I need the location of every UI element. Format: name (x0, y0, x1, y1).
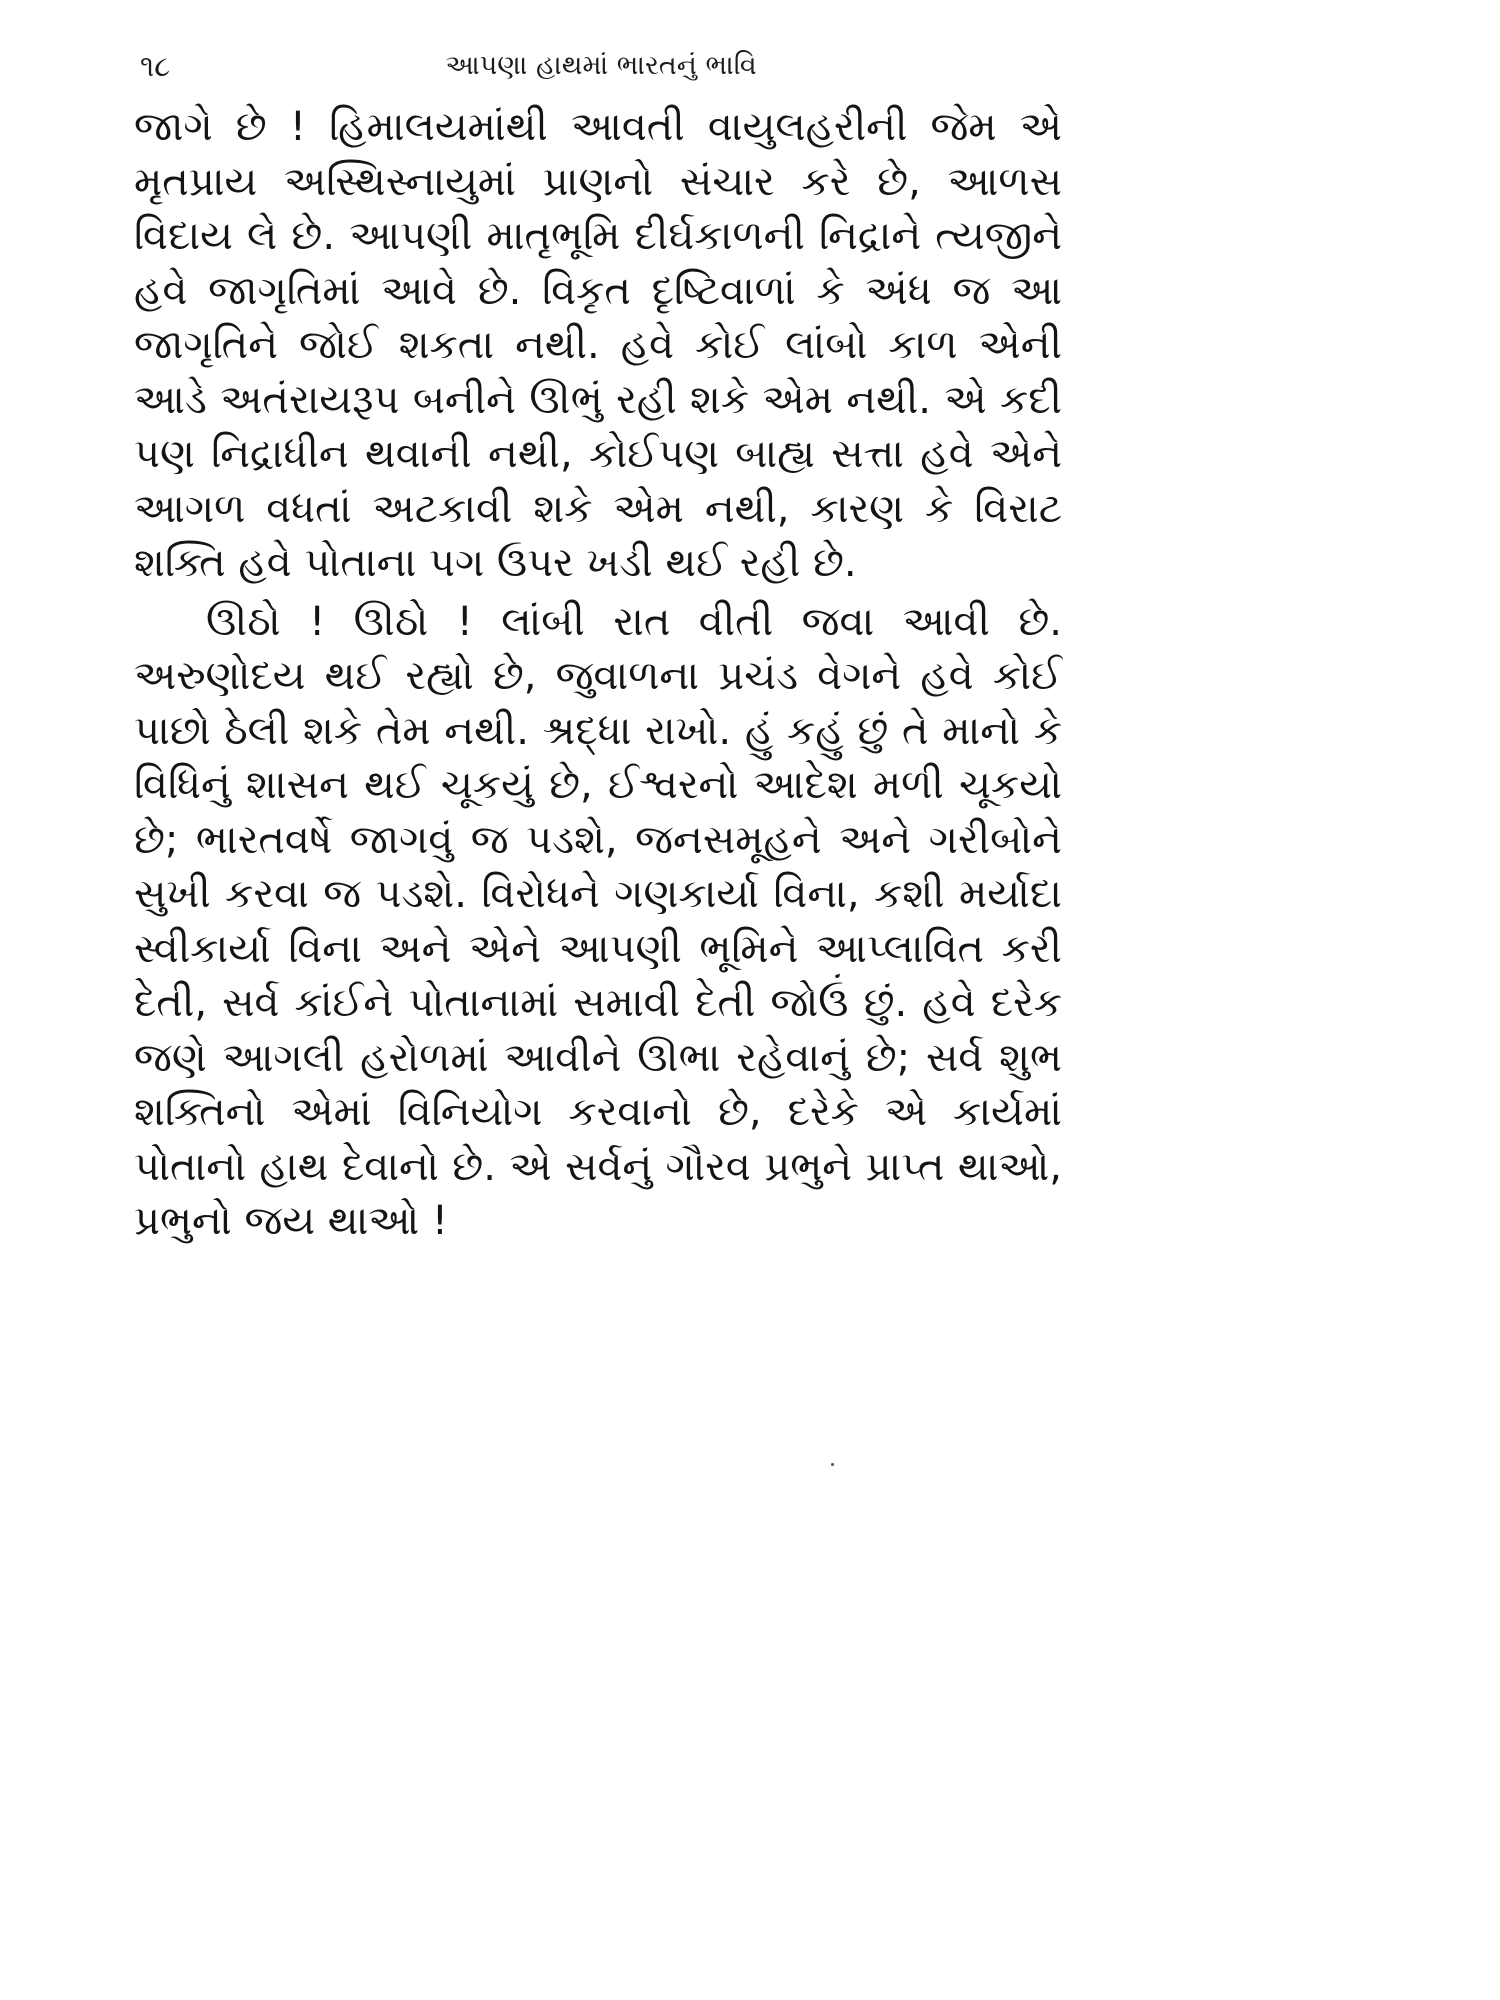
scan-speck (831, 1463, 834, 1466)
paragraph-2: ઊઠો ! ઊઠો ! લાંબી રાત વીતી જવા આવી છે. અરુણોદય થઈ રહ્યો છે, જુવાળના પ્રચંડ વેગને હવે કોઈ પાછો ઠેલી શકે તેમ નથી. શ્રદ્ધા રાખો. હું કહું છું તે માનો કે વિધિનું શાસન થઈ ચૂકયું છે, ઈશ્વરનો આદેશ મળી ચૂકયો છે; ભારતવર્ષે જાગવું જ પડશે, જનસમૂહને અને ગરીબોને સુખી કરવા જ પડશે. વિરોધને ગણકાર્યા વિના, કશી મર્યાદા સ્વીકાર્યા વિના અને એને આપણી ભૂમિને આપ્લાવિત કરી દેતી, સર્વ કાંઈને પોતાનામાં સમાવી દેતી જોઉં છું. હવે દરેક જણે આગલી હરોળમાં આવીને ઊભા રહેવાનું છે; સર્વ શુભ શક્તિનો એમાં વિનિયોગ કરવાનો છે, દરેકે એ કાર્યમાં પોતાનો હાથ દેવાનો છે. એ સર્વનું ગૌરવ પ્રભુને પ્રાપ્ત થાઓ, પ્રભુનો જય થાઓ ! (134, 598, 1062, 1244)
running-header (140, 46, 1062, 86)
body-text (134, 100, 1062, 1249)
paragraph-1: જાગે છે ! હિમાલયમાંથી આવતી વાયુલહરીની જેમ એ મૃતપ્રાય અસ્થિસ્નાયુમાં પ્રાણનો સંચાર કરે છે, આળસ વિદાય લે છે. આપણી માતૃભૂમિ દીર્ઘકાળની નિદ્રાને ત્યજીને હવે જાગૃતિમાં આવે છે. વિકૃત દૃષ્ટિવાળાં કે અંધ જ આ જાગૃતિને જોઈ શકતા નથી. હવે કોઈ લાંબો કાળ એની આડે અતંરાયરૂપ બનીને ઊભું રહી શકે એમ નથી. એ કદી પણ નિદ્રાધીન થવાની નથી, કોઈપણ બાહ્ય સત્તા હવે એને આગળ વધતાં અટકાવી શકે એમ નથી, કારણ કે વિરાટ શક્તિ હવે પોતાના પગ ઉપર ખડી થઈ રહી છે. (134, 104, 1062, 586)
page-number: ૧૮ (140, 49, 171, 83)
running-header-title: આપણા હાથમાં ભારતનું ભાવિ (445, 50, 757, 81)
